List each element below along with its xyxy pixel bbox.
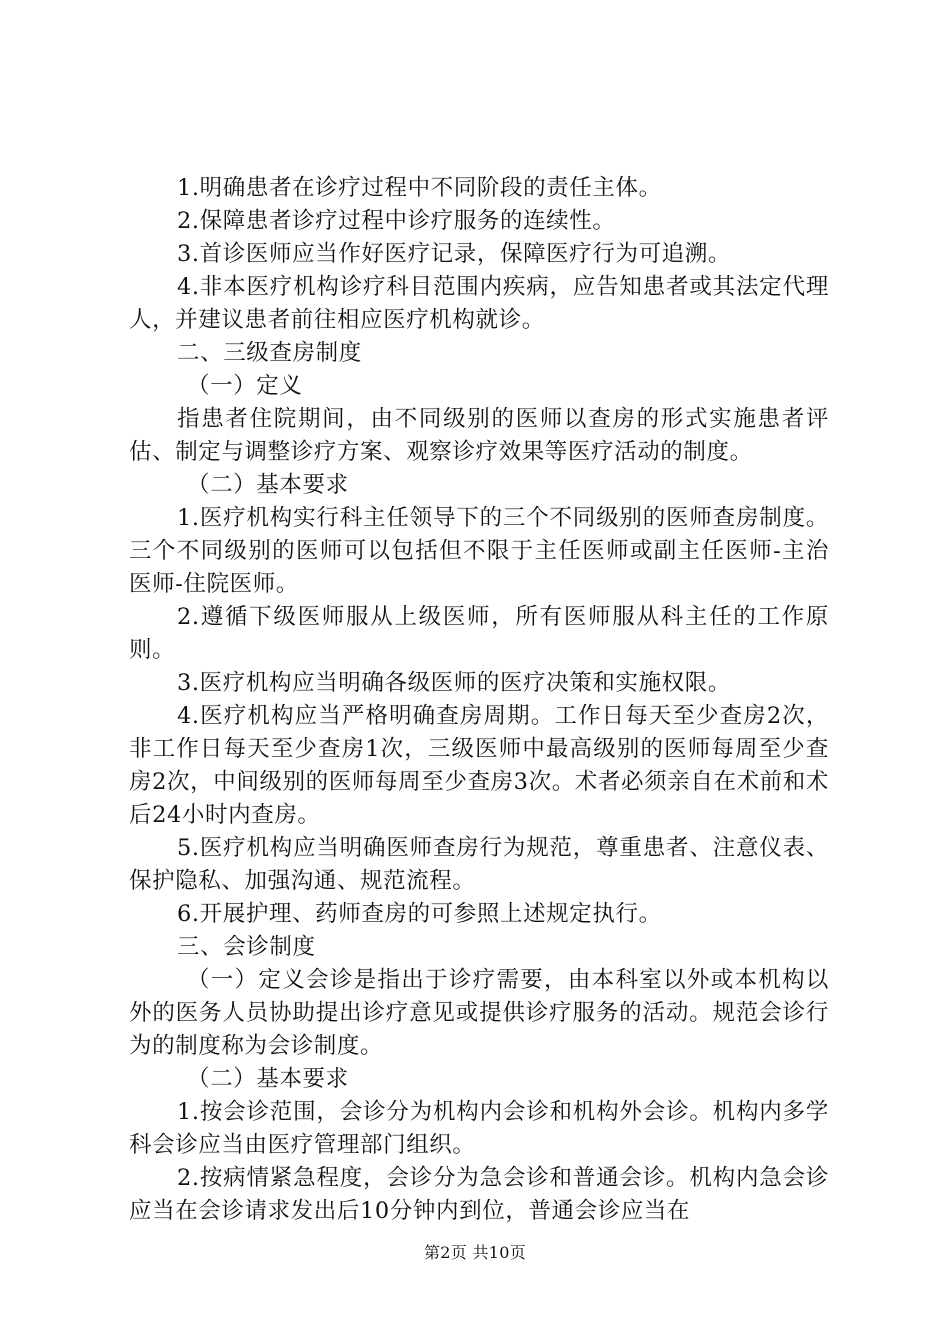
paragraph-consultation-1: 1.按会诊范围，会诊分为机构内会诊和机构外会诊。机构内多学科会诊应当由医疗管理部门组织。: [129, 1099, 829, 1158]
paragraph-rounds-1: 1.医疗机构实行科主任领导下的三个不同级别的医师查房制度。三个不同级别的医师可以包括但不限于主任医师或副主任医师-主治医师-住院医师。: [129, 505, 829, 597]
subheading-consultation-requirements: （二）基本要求: [187, 1066, 349, 1092]
paragraph-rounds-4: 4.医疗机构应当严格明确查房周期。工作日每天至少查房2次，非工作日每天至少查房1次，三级医师中最高级别的医师每周至少查房2次，中间级别的医师每周至少查房3次。术者必须亲自在术前和术后24小时内查房。: [129, 703, 829, 828]
document-body: [129, 172, 829, 1228]
paragraph-consultation-definition: （一）定义会诊是指出于诊疗需要，由本科室以外或本机构以外的医务人员协助提出诊疗意见或提供诊疗服务的活动。规范会诊行为的制度称为会诊制度。: [129, 967, 829, 1059]
paragraph-3: 3.首诊医师应当作好医疗记录，保障医疗行为可追溯。: [177, 241, 731, 267]
page-footer: 第2页 共10页: [423, 1243, 527, 1262]
section-heading-rounds: 二、三级查房制度: [177, 340, 362, 366]
subheading-definition: （一）定义: [187, 373, 303, 399]
section-heading-consultation: 三、会诊制度: [177, 934, 316, 960]
paragraph-4: 4.非本医疗机构诊疗科目范围内疾病，应告知患者或其法定代理人，并建议患者前往相应医疗机构就诊。: [129, 274, 829, 333]
paragraph-rounds-3: 3.医疗机构应当明确各级医师的医疗决策和实施权限。: [177, 670, 731, 696]
paragraph-definition: 指患者住院期间，由不同级别的医师以查房的形式实施患者评估、制定与调整诊疗方案、观察诊疗效果等医疗活动的制度。: [129, 406, 829, 465]
paragraph-rounds-5: 5.医疗机构应当明确医师查房行为规范，尊重患者、注意仪表、保护隐私、加强沟通、规范流程。: [129, 835, 829, 894]
paragraph-1: 1.明确患者在诊疗过程中不同阶段的责任主体。: [177, 175, 662, 201]
paragraph-rounds-6: 6.开展护理、药师查房的可参照上述规定执行。: [177, 901, 662, 927]
paragraph-consultation-2: 2.按病情紧急程度，会诊分为急会诊和普通会诊。机构内急会诊应当在会诊请求发出后10分钟内到位，普通会诊应当在: [129, 1165, 829, 1224]
paragraph-2: 2.保障患者诊疗过程中诊疗服务的连续性。: [177, 208, 616, 234]
subheading-requirements: （二）基本要求: [187, 472, 349, 498]
paragraph-rounds-2: 2.遵循下级医师服从上级医师，所有医师服从科主任的工作原则。: [129, 604, 829, 663]
